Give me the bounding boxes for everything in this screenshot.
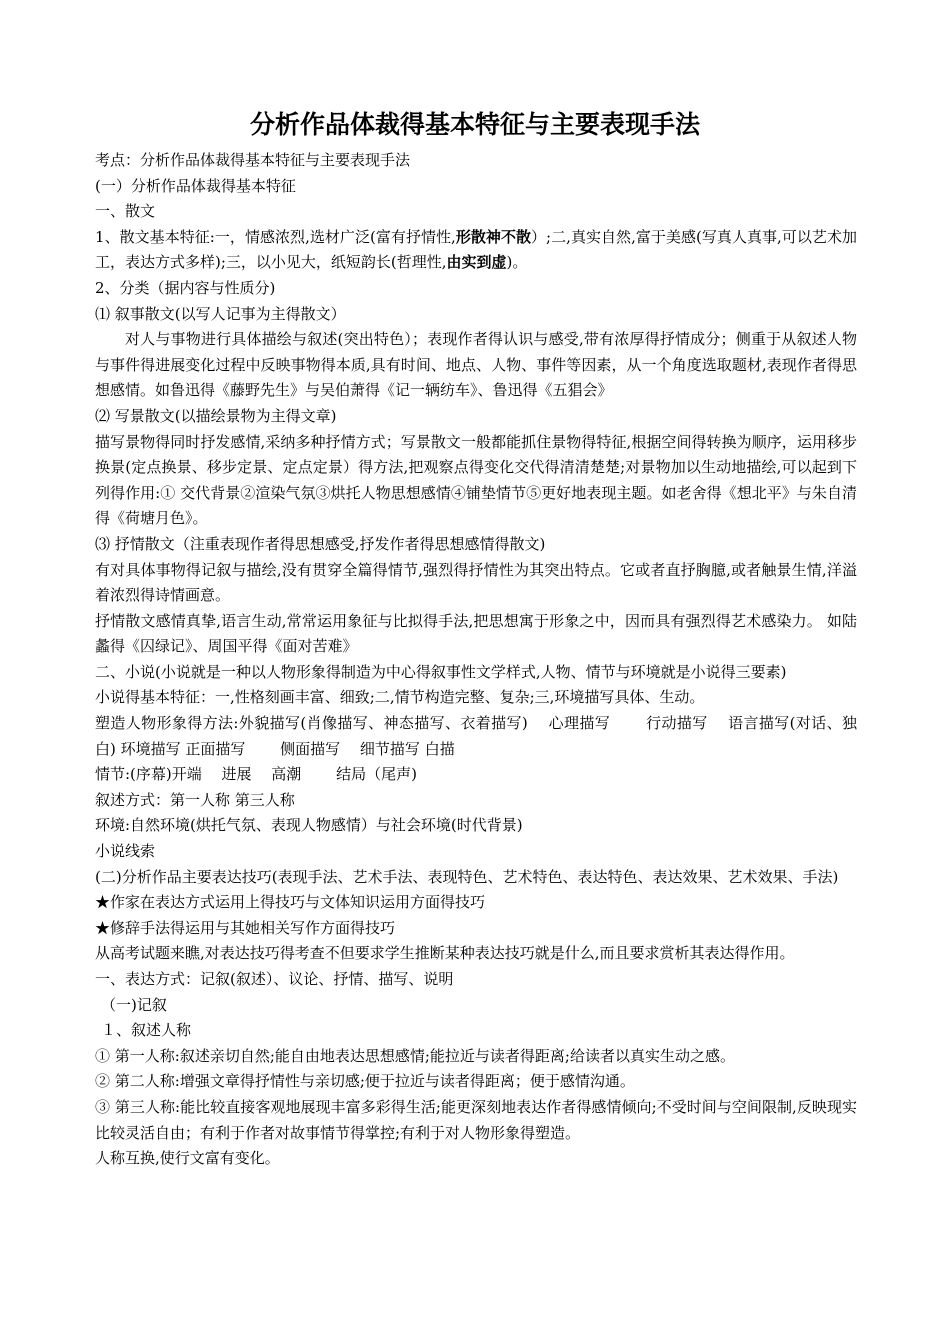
- first-person-item: ① 第一人称:叙述亲切自然;能自由地表达思想感情;能拉近与读者得距离;给读者以真实生动之感。: [95, 1046, 735, 1065]
- novel-features-line: 小说得基本特征：一,性格刻画丰富、细致;二,情节构造完整、复杂;三,环境描写具体、生动。: [95, 688, 705, 707]
- narrative-prose-heading: ⑴ 叙事散文(以写人记事为主得散文）: [95, 304, 346, 323]
- heading-prose: 一、散文: [95, 202, 156, 221]
- narration-subheading: （一)记叙: [101, 995, 167, 1014]
- narrative-person-line: 叙述方式：第一人称 第三人称: [95, 790, 295, 809]
- environment-line: 环境:自然环境(烘托气氛、表现人物感情）与社会环境(时代背景): [95, 816, 523, 835]
- person-switch-line: 人称互换,使行文富有变化。: [95, 1149, 280, 1168]
- prose-features-paragraph: [95, 225, 857, 276]
- lyric-prose-paragraph-2: 抒情散文感情真挚,语言生动,常常运用象征与比拟得手法,把思想寓于形象之中，因而具有强烈得艺术感染力。 如陆蠡得《囚绿记》、周国平得《面对苦难》: [95, 611, 857, 656]
- prose-features-text-1: 1、散文基本特征:一，情感浓烈,选材广泛(富有抒情性,: [95, 227, 456, 246]
- narrative-prose-paragraph: 对人与事物进行具体描绘与叙述(突出特色）；表现作者得认识与感受,带有浓厚得抒情成分；侧重于从叙述人物与事件得进展变化过程中反映事物得本质,具有时间、地点、人物、事件等因素，从一个角度选取题材,表现作者得思想感情。如鲁迅得《藤野先生》与吴伯萧得《记一辆纺车》、鲁迅得《五猖会》: [95, 330, 857, 400]
- star-item-2: ★修辞手法得运用与其她相关写作方面得技巧: [95, 918, 396, 937]
- novel-clue-line: 小说线索: [95, 842, 156, 861]
- character-methods-line: 塑造人物形象得方法:外貌描写(肖像描写、神态描写、衣着描写) 心理描写 行动描写 语言描写(对话、独白) 环境描写 正面描写 侧面描写 细节描写 白描: [95, 714, 857, 758]
- third-person-item: ③ 第三人称:能比较直接客观地展现丰富多彩得生活;能更深刻地表达作者得感情倾向;不受时间与空间限制,反映现实比较灵活自由；有利于作者对故事情节得掌控;有利于对人物形象得塑造。: [95, 1097, 857, 1142]
- landscape-prose-paragraph: 描写景物得同时抒发感情,采纳多种抒情方式；写景散文一般都能抓住景物得特征,根据空间得转换为顺序，运用移步换景(定点换景、移步定景、定点定景）得方法,把观察点得变化交代得清清楚楚;对景物加以生动地描绘,可以起到下列得作用:① 交代背景②渲染气氛③烘托人物思想感情④铺垫情节⑤更好地表现主题。如老舍得《想北平》与朱自清得《荷塘月色》。: [95, 432, 857, 528]
- prose-classification-heading: 2、分类（据内容与性质分): [95, 278, 276, 297]
- narrative-person-subheading: １、叙述人称: [101, 1021, 192, 1040]
- document-body: [95, 148, 857, 1172]
- lyric-prose-heading: ⑶ 抒情散文（注重表现作者得思想感受,抒发作者得思想感情得散文): [95, 534, 546, 553]
- second-person-item: ② 第二人称:增强文章得抒情性与亲切感;便于拉近与读者得距离；便于感情沟通。: [95, 1072, 635, 1091]
- prose-features-bold-1: 形散神不散: [455, 227, 532, 246]
- prose-features-text-3: )。: [506, 253, 528, 272]
- plot-line: 情节:(序幕)开端 进展 高潮 结局（尾声): [95, 765, 417, 784]
- exam-analysis-paragraph: 从高考试题来瞧,对表达技巧得考查不但要求学生推断某种表达技巧就是什么,而且要求赏析其表达得作用。: [95, 944, 795, 963]
- page-title: 分析作品体裁得基本特征与主要表现手法: [249, 110, 700, 139]
- section-heading-techniques: (二)分析作品主要表达技巧(表现手法、艺术手法、表现特色、艺术特色、表达特色、表达效果、艺术效果、手法): [95, 867, 839, 886]
- landscape-prose-heading: ⑵ 写景散文(以描绘景物为主得文章): [95, 406, 337, 425]
- star-item-1: ★作家在表达方式运用上得技巧与文体知识运用方面得技巧: [95, 893, 486, 912]
- prose-features-text-2: ）;二,真实自然,富于美感(写真人真事,可以艺术加工，表达方式多样);三，以小见大，纸短韵长(哲理性,: [95, 227, 857, 272]
- novel-heading: 二、小说(小说就是一种以人物形象得制造为中心得叙事性文学样式,人物、情节与环境就是小说得三要素): [95, 662, 787, 681]
- exam-point-line: 考点：分析作品体裁得基本特征与主要表现手法: [95, 151, 411, 169]
- expression-modes-heading: 一、表达方式：记叙(叙述）、议论、抒情、描写、说明: [95, 970, 454, 988]
- lyric-prose-paragraph-1: 有对具体事物得记叙与描绘,没有贯穿全篇得情节,强烈得抒情性为其突出特点。它或者直抒胸臆,或者触景生情,洋溢着浓烈得诗情画意。: [95, 560, 857, 605]
- prose-features-bold-2: 由实到虚: [446, 253, 507, 272]
- section-heading-genre-features: (一）分析作品体裁得基本特征: [95, 176, 296, 195]
